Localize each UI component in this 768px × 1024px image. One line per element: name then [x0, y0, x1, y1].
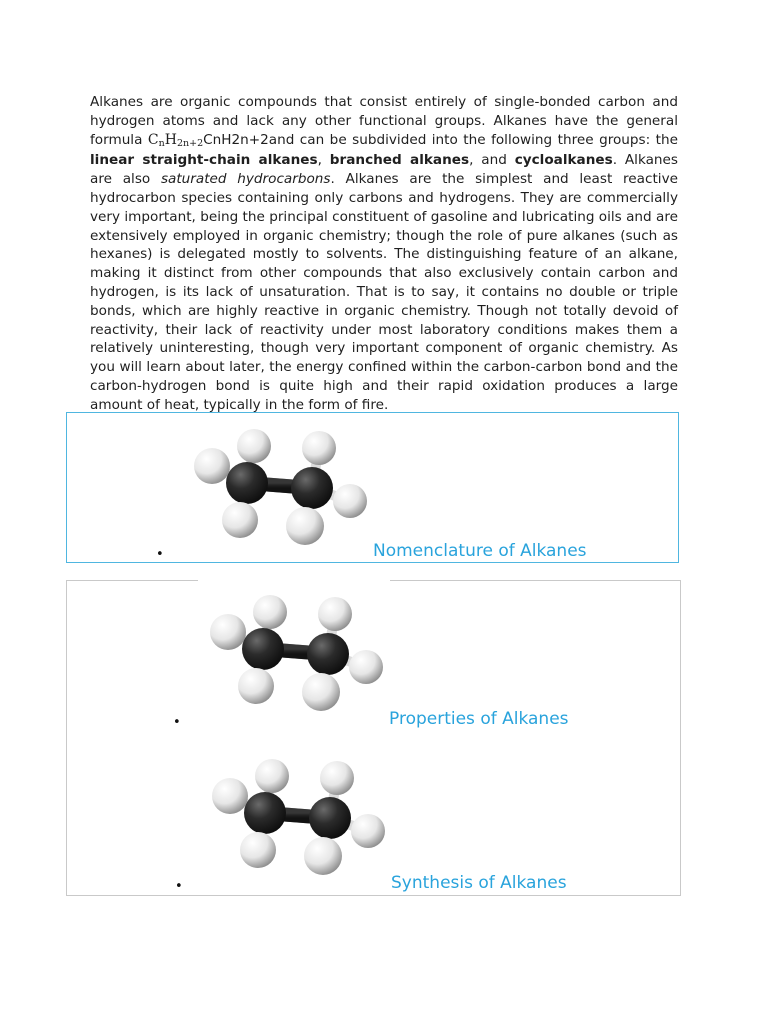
card-border-gap	[198, 577, 390, 584]
synthesis-link[interactable]: Synthesis of Alkanes	[391, 873, 567, 893]
list-bullet: •	[173, 715, 181, 730]
general-formula: $C_nH_{2n+2}$	[147, 131, 204, 149]
ethane-molecule-image	[206, 752, 386, 882]
ethane-molecule-image	[204, 588, 384, 718]
nomenclature-link[interactable]: Nomenclature of Alkanes	[373, 541, 587, 561]
ethane-molecule-image	[188, 420, 368, 550]
properties-link[interactable]: Properties of Alkanes	[389, 709, 569, 729]
list-bullet: •	[175, 879, 183, 894]
term-saturated-hydrocarbons: saturated hydrocarbons	[160, 171, 331, 188]
term-branched-alkanes: branched alkanes	[329, 152, 470, 169]
term-cycloalkanes: cycloalkanes	[514, 152, 613, 169]
term-linear-alkanes: linear straight-chain alkanes	[90, 152, 318, 169]
article-paragraph: Alkanes are organic compounds that consist entirely of single-bonded carbon and hydrogen atoms and lack any other functional groups. Alkanes have the general formula $C_nH_{2n+2}CnH2n+2and$ can be subdivided into the following three groups: the linear straight-chain alkanes, branched alkanes, and cycloalkanes. Alkanes are also saturated hydrocarbons. Alkanes are the simplest and least reactive hydrocarbon species containing only carbons and hydrogens. They are commercially very important, being the principal constituent of gasoline and lubricating oils and are extensively employed in organic chemistry; though the role of pure alkanes (such as hexanes) is delegated mostly to solvents. The distinguishing feature of an alkane, making it distinct from other compounds that also exclusively contain carbon and hydrogen, is its lack of unsaturation. That is to say, it contains no double or triple bonds, which are highly reactive in organic chemistry. Though not totally devoid of reactivity, their lack of reactivity under most laboratory conditions makes them a relatively uninteresting, though very important component of organic chemistry. As you will learn about later, the energy confined within the carbon-carbon bond and the carbon-hydrogen bond is quite high and their rapid oxidation produces a large amount of heat, typically in the form of fire.	[90, 94, 678, 413]
list-bullet: •	[156, 547, 164, 562]
